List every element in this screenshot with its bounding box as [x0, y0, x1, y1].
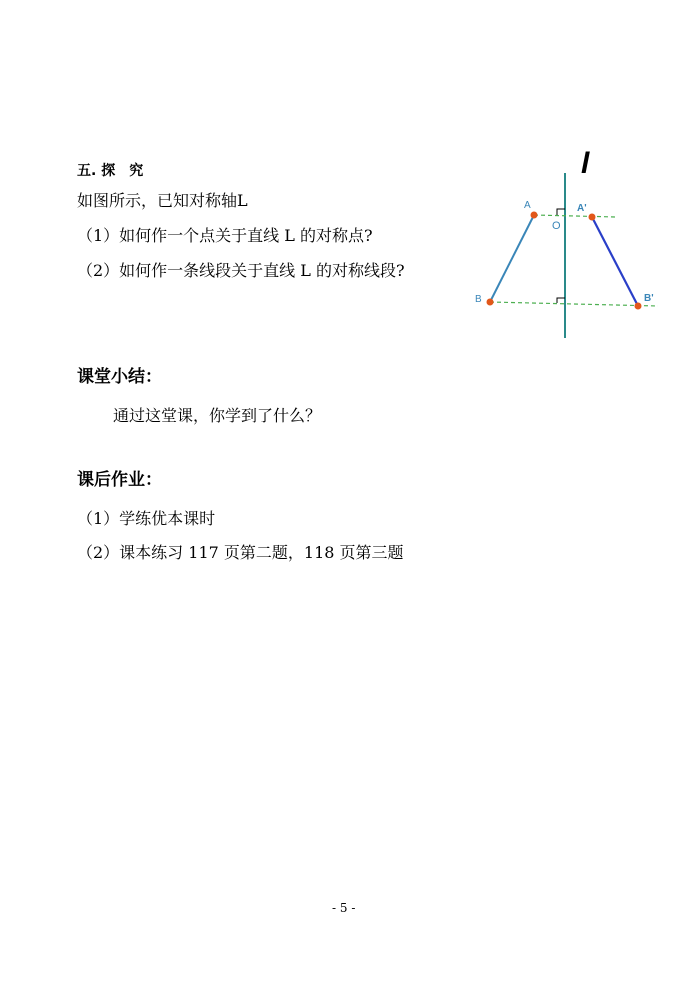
summary-heading: 课堂小结： [77, 367, 162, 387]
homework-heading: 课后作业： [77, 470, 162, 490]
page-number: - 5 - [332, 901, 356, 915]
label-b: B [475, 294, 482, 305]
question-1: （1）如何作一个点关于直线 L 的对称点? [77, 226, 373, 245]
point-a-prime [589, 214, 596, 221]
section-intro: 如图所示，已知对称轴L [77, 191, 248, 210]
point-b-prime [635, 303, 642, 310]
dashed-line-a [534, 215, 616, 217]
question-2: （2）如何作一条线段关于直线 L 的对称线段? [77, 261, 405, 280]
point-b [487, 299, 494, 306]
label-a: A [524, 200, 531, 211]
label-a-prime: A' [577, 203, 587, 214]
label-b-prime: B' [644, 293, 654, 304]
point-a [531, 212, 538, 219]
summary-text: 通过这堂课，你学到了什么？ [113, 406, 322, 425]
homework-item-1: （1）学练优本课时 [77, 509, 216, 528]
right-angle-mark-top [557, 209, 565, 215]
homework-item-2: （2）课本练习 117 页第二题，118 页第三题 [77, 543, 404, 562]
dashed-line-b [490, 302, 658, 306]
right-angle-mark-bottom [557, 298, 565, 303]
symmetry-figure [468, 145, 664, 345]
segment-ab-prime [592, 217, 638, 306]
segment-ab [490, 215, 534, 302]
label-o: O [552, 220, 561, 232]
section-title: 五. 探 究 [77, 163, 144, 179]
axis-label: l [581, 147, 590, 180]
